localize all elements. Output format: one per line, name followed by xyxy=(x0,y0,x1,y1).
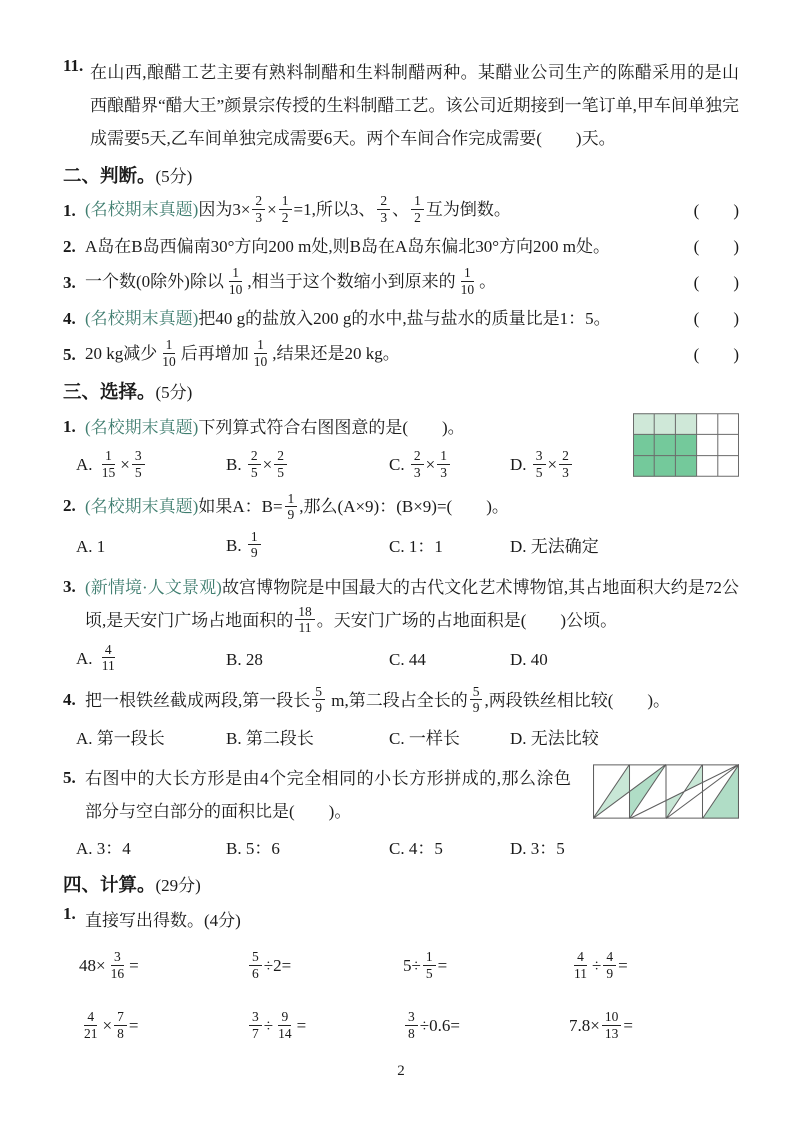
judge-item-3 xyxy=(63,267,739,299)
fraction: $\frac{2}{3}$ xyxy=(252,193,265,225)
choice-item-1 xyxy=(63,411,739,482)
fraction: $\frac{1}{2}$ xyxy=(411,193,424,225)
option-A: A. $\frac{1}{15}$ × $\frac{3}{5}$ xyxy=(76,450,226,482)
calc-problem-5: $\frac{4}{21}$ × $\frac{7}{8}$ = xyxy=(79,1007,247,1045)
section-judge-heading: 二、判断。(5分) xyxy=(63,167,193,187)
option-D: D. 无法比较 xyxy=(510,728,599,748)
choice-item-5 xyxy=(63,762,739,864)
option-D: D. 3：5 xyxy=(510,838,565,858)
judge-item-2 xyxy=(63,232,739,262)
judge-item-5 xyxy=(63,339,739,371)
fraction: $\frac{5}{9}$ xyxy=(470,684,483,716)
calc-problem-8: 7.8× $\frac{10}{13}$ = xyxy=(569,1009,633,1041)
question-number: 1. xyxy=(63,417,76,437)
calc-problem-3: 5÷ $\frac{1}{5}$ = xyxy=(403,949,448,981)
judge-item-4 xyxy=(63,304,739,334)
options-row xyxy=(63,528,739,563)
option-A: A. 3：4 xyxy=(76,838,131,858)
fraction: $\frac{1}{9}$ xyxy=(248,529,261,561)
fraction: $\frac{3}{5}$ xyxy=(533,448,546,480)
question-number: 2. xyxy=(63,237,76,257)
choice-item-4 xyxy=(63,684,739,754)
question-number: 5. xyxy=(63,767,76,787)
question-text: A岛在B岛西偏南30°方向200 m处,则B岛在A岛东偏北30°方向200 m处。 xyxy=(85,237,611,257)
question-text: 把一根铁丝截成两段,第一段长 $\frac{5}{9}$ m,第二段占全长的 $\frac{5}{9}$ ,两段铁丝相比较( )。 xyxy=(85,683,671,716)
question-text: 20 kg减少 $\frac{1}{10}$ 后再增加 $\frac{1}{10}$ ,结果还是20 kg。 xyxy=(85,337,400,369)
fraction: $\frac{1}{10}$ xyxy=(162,337,176,369)
fraction: $\frac{1}{10}$ xyxy=(253,337,268,369)
fraction: $\frac{4}{9}$ xyxy=(603,949,616,981)
fraction: $\frac{4}{21}$ xyxy=(84,1009,98,1041)
fraction: $\frac{18}{11}$ xyxy=(295,604,315,636)
fraction: $\frac{1}{10}$ xyxy=(228,265,243,297)
fraction: $\frac{1}{10}$ xyxy=(460,265,475,297)
answer-blank: ( ) xyxy=(693,345,739,365)
option-C: C. 一样长 xyxy=(389,728,460,748)
source-tag: (新情境·人文景观) xyxy=(85,577,222,597)
answer-blank: ( ) xyxy=(693,309,739,329)
fraction: $\frac{3}{7}$ xyxy=(249,1009,262,1041)
option-D: D. 无法确定 xyxy=(510,536,599,556)
choice-item-2 xyxy=(63,490,739,562)
option-D: D. $\frac{3}{5}$ × $\frac{2}{3}$ xyxy=(510,450,739,482)
question-number: 1. xyxy=(63,903,76,923)
source-tag: (名校期末真题) xyxy=(85,200,199,219)
choice-item-3 xyxy=(63,571,739,676)
question-number: 4. xyxy=(63,689,76,709)
fraction: $\frac{1}{9}$ xyxy=(285,491,298,523)
calc-problem-6: $\frac{3}{7}$ ÷ $\frac{9}{14}$ = xyxy=(247,1007,403,1045)
option-C: C. 1：1 xyxy=(389,536,443,556)
question-number: 3. xyxy=(63,273,76,293)
fraction: $\frac{2}{3}$ xyxy=(559,448,572,480)
fraction: $\frac{1}{15}$ xyxy=(101,448,116,480)
fraction: $\frac{10}{13}$ xyxy=(602,1009,622,1041)
option-C: C. $\frac{2}{3}$ × $\frac{1}{3}$ xyxy=(389,450,510,482)
calc-problems xyxy=(63,947,739,1045)
question-11 xyxy=(63,56,739,155)
fraction: $\frac{2}{5}$ xyxy=(274,448,287,480)
fraction: $\frac{3}{16}$ xyxy=(110,949,125,981)
fraction: $\frac{2}{3}$ xyxy=(411,448,424,480)
question-number: 11. xyxy=(63,56,84,75)
calc-problem-7: $\frac{3}{8}$ ÷0.6= xyxy=(403,1007,569,1045)
fraction: $\frac{5}{6}$ xyxy=(249,949,262,981)
question-text: (新情境·人文景观)故宫博物院是中国最大的古代文化艺术博物馆,其占地面积大约是72公顷,是天安门广场占地面积的 $\frac{18}{11}$ 。天安门广场的占地面积是( )公顷。 xyxy=(85,577,740,636)
question-text: (名校期末真题)下列算式符合右图图意的是( )。 xyxy=(85,418,465,438)
source-tag: (名校期末真题) xyxy=(85,418,199,438)
option-A: A. 第一段长 xyxy=(76,728,165,748)
answer-blank: ( ) xyxy=(693,237,739,257)
question-number: 4. xyxy=(63,309,76,329)
question-text: (名校期末真题)把40 g的盐放入200 g的水中,盐与盐水的质量比是1：5。 xyxy=(85,309,611,329)
rectangle-triangles-figure xyxy=(593,764,739,819)
option-B: B. 5：6 xyxy=(226,838,280,858)
calc-problem-2: $\frac{5}{6}$ ÷2= xyxy=(247,947,403,985)
subsection-title: 直接写出得数。(4分) xyxy=(85,910,241,930)
fraction: $\frac{1}{2}$ xyxy=(279,193,292,225)
judge-item-1 xyxy=(63,195,739,227)
fraction: $\frac{7}{8}$ xyxy=(114,1009,127,1041)
answer-blank: ( ) xyxy=(693,273,739,293)
section-score: (29分) xyxy=(155,875,201,895)
option-C: C. 44 xyxy=(389,649,426,669)
question-text: 右图中的大长方形是由4个完全相同的小长方形拼成的,那么涂色部分与空白部分的面积比是( )。 xyxy=(85,768,571,821)
option-A: A. $\frac{4}{11}$ xyxy=(76,644,226,676)
option-B: B. $\frac{2}{5}$ × $\frac{2}{5}$ xyxy=(226,450,389,482)
question-number: 3. xyxy=(63,576,76,596)
option-D: D. 40 xyxy=(510,649,548,669)
fraction: $\frac{1}{5}$ xyxy=(423,949,436,981)
options-row xyxy=(63,724,739,754)
fraction: $\frac{2}{5}$ xyxy=(248,448,261,480)
question-text: (名校期末真题)如果A：B= $\frac{1}{9}$ ,那么(A×9)：(B×9)=( )。 xyxy=(85,490,509,523)
option-B: B. 第二段长 xyxy=(226,728,314,748)
fraction: $\frac{5}{9}$ xyxy=(312,684,325,716)
fraction: $\frac{2}{3}$ xyxy=(377,193,390,225)
fraction: $\frac{3}{8}$ xyxy=(405,1009,418,1041)
question-text: 一个数(0除外)除以 $\frac{1}{10}$ ,相当于这个数缩小到原来的 $\frac{1}{10}$ 。 xyxy=(85,265,497,297)
calc-subsection xyxy=(63,904,739,937)
fraction-grid-figure xyxy=(633,413,739,477)
fraction: $\frac{4}{11}$ xyxy=(101,641,115,674)
options-row xyxy=(63,834,739,864)
question-number: 2. xyxy=(63,496,76,516)
question-number: 5. xyxy=(63,345,76,365)
question-text: 在山西,酿醋工艺主要有熟料制醋和生料制醋两种。某醋业公司生产的陈醋采用的是山西酿醋界“醋大王”颜景宗传授的生料制醋工艺。该公司近期接到一笔订单,甲车间单独完成需要5天,乙车间单独完成需要6天。两个车间合作完成需要( )天。 xyxy=(90,63,739,148)
option-B: B. 28 xyxy=(226,649,263,669)
section-choice-heading: 三、选择。(5分) xyxy=(63,383,193,404)
page-number: 2 xyxy=(397,1062,405,1079)
fraction: $\frac{4}{11}$ xyxy=(574,949,587,981)
option-C: C. 4：5 xyxy=(389,838,443,858)
option-B: B. $\frac{1}{9}$ xyxy=(226,531,389,563)
section-score: (5分) xyxy=(155,167,193,186)
fraction: $\frac{3}{5}$ xyxy=(132,448,145,480)
question-text: (名校期末真题)因为3× $\frac{2}{3}$ × $\frac{1}{2}$ =1,所以3、 $\frac{2}{3}$ 、 $\frac{1}{2}$ 互为倒数。 xyxy=(85,193,511,225)
calc-problem-1: 48× $\frac{3}{16}$ = xyxy=(79,949,139,981)
options-row xyxy=(63,641,739,676)
calc-problem-4: $\frac{4}{11}$ ÷ $\frac{4}{9}$ = xyxy=(569,947,739,985)
option-A: A. 1 xyxy=(76,536,106,556)
section-score: (5分) xyxy=(155,383,193,403)
fraction: $\frac{1}{3}$ xyxy=(437,448,450,480)
question-number: 1. xyxy=(63,201,76,221)
grid-light-cells xyxy=(633,414,697,435)
answer-blank: ( ) xyxy=(693,201,739,221)
section-calc-heading: 四、计算。(29分) xyxy=(63,875,201,896)
source-tag: (名校期末真题) xyxy=(85,309,199,329)
fraction: $\frac{9}{14}$ xyxy=(278,1009,292,1041)
source-tag: (名校期末真题) xyxy=(85,497,199,517)
